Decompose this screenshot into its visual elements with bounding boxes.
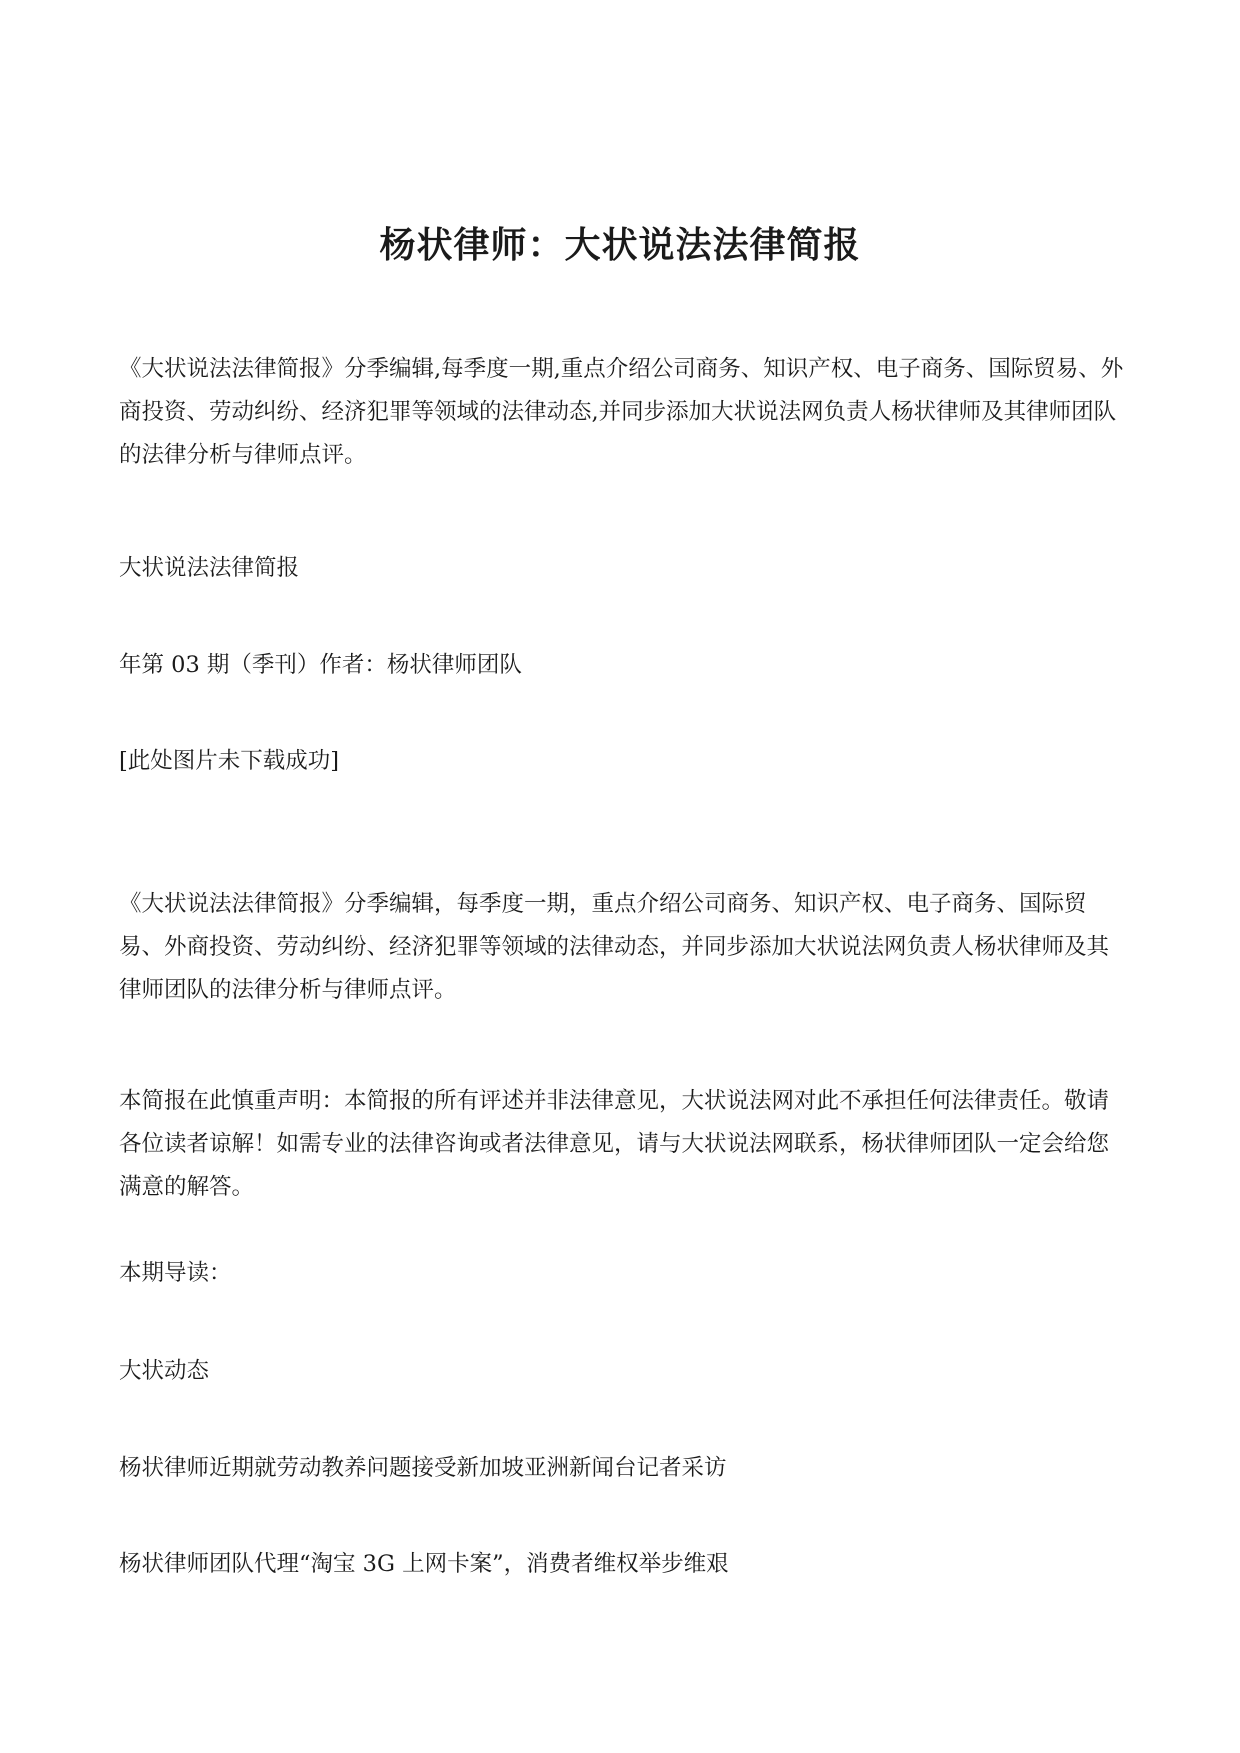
brief-name: 大状说法法律简报	[119, 555, 300, 581]
document-title: 杨状律师：大状说法法律简报	[379, 225, 861, 266]
disclaimer-statement: 本简报在此慎重声明：本简报的所有评述并非法律意见，大状说法网对此不承担任何法律责任。敬请各位读者谅解！如需专业的法律咨询或者法律意见，请与大状说法网联系，杨状律师团队一定会给您满意的解答。	[119, 1088, 1110, 1200]
list-item: 杨状律师团队代理“淘宝 3G 上网卡案”，消费者维权举步维艰	[119, 1551, 729, 1577]
list-item: 杨状律师近期就劳动教养问题接受新加坡亚洲新闻台记者采访	[119, 1455, 727, 1481]
section-heading: 大状动态	[119, 1358, 210, 1384]
guide-heading: 本期导读：	[119, 1260, 232, 1286]
issue-line: 年第 03 期（季刊）作者：杨状律师团队	[119, 652, 522, 678]
intro-repeat-paragraph: 《大状说法法律简报》分季编辑，每季度一期，重点介绍公司商务、知识产权、电子商务、国际贸易、外商投资、劳动纠纷、经济犯罪等领域的法律动态，并同步添加大状说法网负责人杨状律师及其律师团队的法律分析与律师点评。	[119, 891, 1110, 1003]
intro-paragraph: 《大状说法法律简报》分季编辑,每季度一期,重点介绍公司商务、知识产权、电子商务、国际贸易、外商投资、劳动纠纷、经济犯罪等领域的法律动态,并同步添加大状说法网负责人杨状律师及其律师团队的法律分析与律师点评。	[119, 356, 1124, 468]
image-placeholder-text: [此处图片未下载成功]	[119, 748, 340, 774]
